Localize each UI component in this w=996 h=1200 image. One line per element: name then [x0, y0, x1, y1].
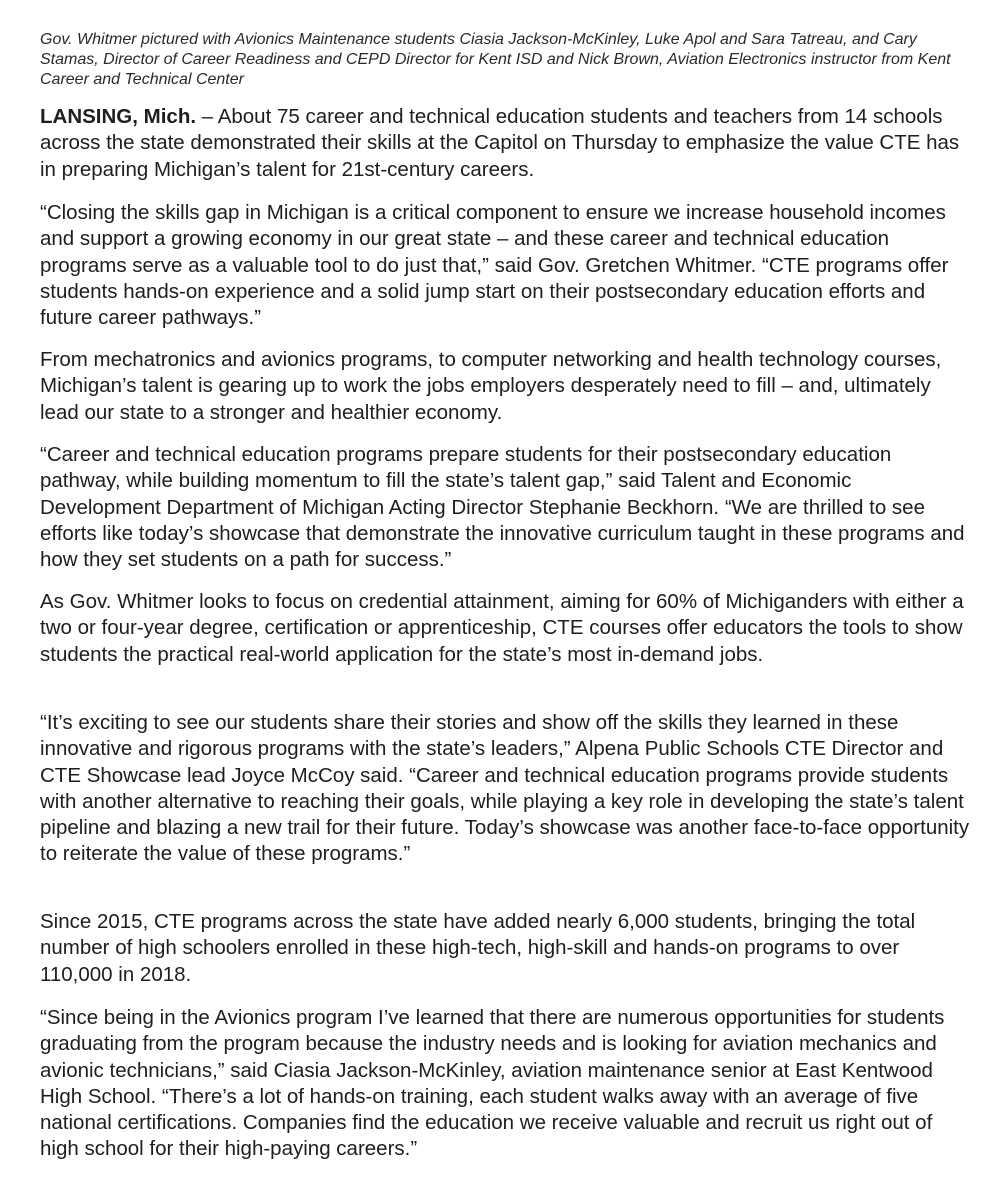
lead-paragraph: [40, 104, 970, 183]
photo-caption: Gov. Whitmer pictured with Avionics Maintenance students Ciasia Jackson-McKinley, Luke Apol and Sara Tatreau, and Cary Stamas, Director of Career Readiness and CEPD Director for Kent ISD and Nick Brown, Aviation Electronics instructor from Kent Career and Technical Center: [40, 31, 951, 88]
lead-text: – About 75 career and technical education students and teachers from 14 schools across the state demonstrated their skills at the Capitol on Thursday to emphasize the value CTE has in preparing Michigan’s talent for 21st-century careers.: [40, 105, 960, 181]
paragraph-mccoy-quote: “It’s exciting to see our students share their stories and show off the skills they learned in these innovative and rigorous programs with the state’s leaders,” Alpena Public Schools CTE Director and CTE Showcase lead Joyce McCoy said. “Career and technical education programs provide students with another alternative to reaching their goals, while playing a key role in developing the state’s talent pipeline and blazing a new trail for their future. Today’s showcase was another face-to-face opportunity to reiterate the value of these programs.”: [40, 711, 970, 866]
paragraph-beckhorn-quote: “Career and technical education programs prepare students for their postsecondary education pathway, while building momentum to fill the state’s talent gap,” said Talent and Economic Development Department of Michigan Acting Director Stephanie Beckhorn. “We are thrilled to see efforts like today’s showcase that demonstrate the innovative curriculum taught in these programs and how they set students on a path for success.”: [40, 443, 965, 572]
paragraph-enrollment-stats: Since 2015, CTE programs across the state have added nearly 6,000 students, bringing the total number of high schoolers enrolled in these high-tech, high-skill and hands-on programs to over 110,000 in 2018.: [40, 910, 916, 986]
paragraph-whitmer-quote: “Closing the skills gap in Michigan is a critical component to ensure we increase household incomes and support a growing economy in our great state – and these career and technical education programs serve as a valuable tool to do just that,” said Gov. Gretchen Whitmer. “CTE programs offer students hands-on experience and a solid jump start on their postsecondary education efforts and future career pathways.”: [40, 201, 949, 330]
paragraph-student-quote: “Since being in the Avionics program I’ve learned that there are numerous opportunities for students graduating from the program because the industry needs and is looking for aviation mechanics and avionic technicians,” said Ciasia Jackson-McKinley, aviation maintenance senior at East Kentwood High School. “There’s a lot of hands-on training, each student walks away with an average of five national certifications. Companies find the education we receive valuable and recruit us right out of high school for their high-paying careers.”: [40, 1006, 945, 1161]
paragraph-programs: From mechatronics and avionics programs, to computer networking and health technology courses, Michigan’s talent is gearing up to work the jobs employers desperately need to fill – and, ultimately lead our state to a stronger and healthier economy.: [40, 348, 942, 424]
paragraph-credential-attainment: As Gov. Whitmer looks to focus on credential attainment, aiming for 60% of Michiganders with either a two or four-year degree, certification or apprenticeship, CTE courses offer educators the tools to show students the practical real-world application for the state’s most in-demand jobs.: [40, 590, 964, 666]
dateline: LANSING, Mich.: [40, 105, 197, 128]
